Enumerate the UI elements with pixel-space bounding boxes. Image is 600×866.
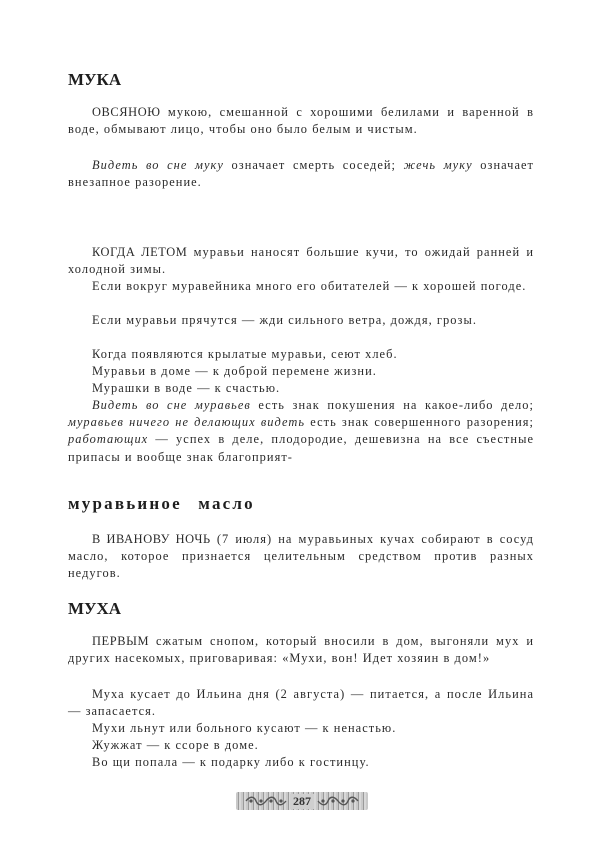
paragraph-text: мукою, смешанной с хорошими белилами и варенной в воде, обмывают лицо, чтобы оно было белым и чистым. bbox=[68, 105, 534, 137]
paragraph-ants-1 bbox=[68, 244, 534, 278]
paragraph-ants-4: Когда появляются крылатые муравьи, сеют хлеб. bbox=[92, 347, 398, 361]
paragraph-text: есть знак совершенного разорения; bbox=[305, 415, 534, 430]
paragraph-fly-5: Во щи попала — к подарку либо к гостинцу. bbox=[92, 755, 370, 769]
paragraph-ants-3: Если муравьи прячутся — жди сильного ветра, дождя, грозы. bbox=[92, 313, 478, 327]
paragraph-fly-2: Муха кусает до Ильина дня (2 августа) — питается, а после Ильина — запасается. bbox=[68, 687, 534, 719]
lead-word: В ИВАНОВУ НОЧЬ bbox=[92, 532, 211, 546]
paragraph-oil-1 bbox=[68, 531, 534, 583]
paragraph-ants-5: Муравьи в доме — к доброй перемене жизни. bbox=[92, 364, 377, 378]
italic-phrase: Видеть во сне муку bbox=[92, 158, 224, 172]
italic-phrase: Видеть во сне муравьев bbox=[92, 398, 251, 412]
heading-ant-oil: муравьиное масло bbox=[68, 494, 255, 513]
heading-mukha: МУХА bbox=[68, 599, 122, 618]
paragraph-text: муравьи наносят большие кучи, то ожидай ранней и холодной зимы. bbox=[68, 245, 534, 277]
paragraph-fly-4: Жужжат — к ссоре в доме. bbox=[92, 738, 259, 752]
paragraph-ants-2: Если вокруг муравейника много его обитателей — к хорошей погоде. bbox=[92, 279, 527, 293]
paragraph-muka-2 bbox=[68, 157, 534, 191]
lead-word: КОГДА ЛЕТОМ bbox=[92, 245, 188, 259]
paragraph-text: — успех в деле, плодородие, дешевизна на все съестные припасы и вообще знак благоприят- bbox=[68, 432, 534, 464]
ornament-left-icon bbox=[244, 795, 288, 807]
paragraph-ants-7 bbox=[68, 397, 534, 466]
paragraph-fly-3: Мухи льнут или больного кусают — к ненастью. bbox=[92, 721, 397, 735]
italic-phrase: муравьев ничего не делающих видеть bbox=[68, 415, 306, 430]
paragraph-text: сжатым снопом, который вносили в дом, выгоняли мух и других насекомых, приговаривая: «Мухи, вон! Идет хозяин в дом!» bbox=[68, 634, 534, 666]
paragraph-text: (7 июля) на муравьиных кучах собирают в сосуд масло, которое признается целительным средством против разных недугов. bbox=[68, 532, 534, 581]
paragraph-fly-1 bbox=[68, 633, 534, 667]
ornament-right-icon bbox=[316, 795, 360, 807]
lead-word: ПЕРВЫМ bbox=[92, 634, 150, 648]
page-footer-ornament bbox=[236, 792, 368, 810]
page-number: 287 bbox=[290, 794, 314, 809]
paragraph-ants-6: Мурашки в воде — к счастью. bbox=[92, 381, 281, 395]
paragraph-text: есть знак покушения на какое-либо дело; bbox=[250, 398, 534, 412]
italic-phrase: жечь муку bbox=[403, 158, 473, 172]
heading-muka: МУКА bbox=[68, 70, 122, 89]
italic-phrase: работающих bbox=[68, 432, 149, 447]
lead-word: ОВСЯНОЮ bbox=[92, 105, 161, 119]
paragraph-text: означает внезапное разорение. bbox=[68, 158, 535, 190]
paragraph-muka-1 bbox=[68, 104, 534, 138]
paragraph-text: означает смерть соседей; bbox=[223, 158, 404, 172]
